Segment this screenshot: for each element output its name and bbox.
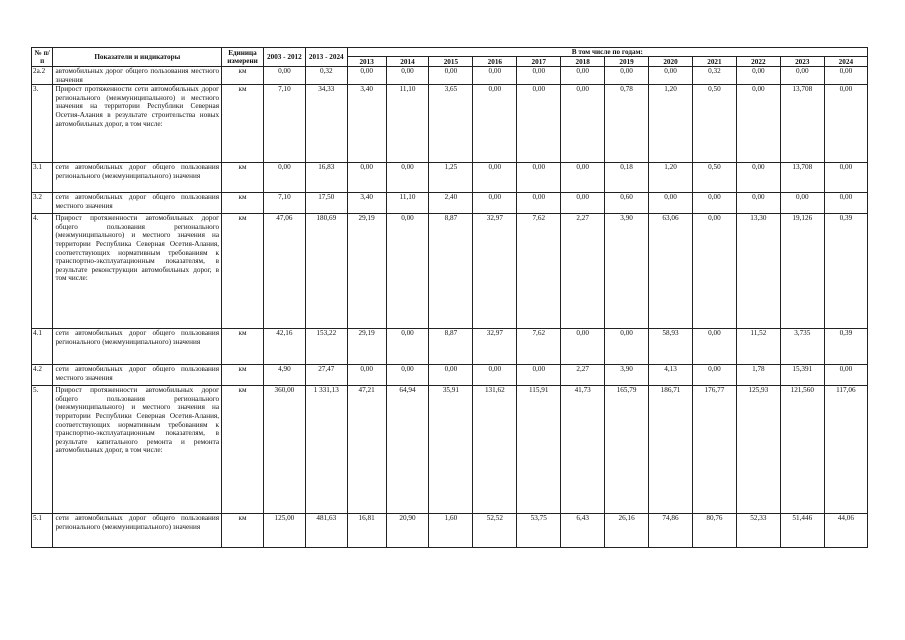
year-value-cell: 3,40 [347, 85, 386, 163]
year-value-cell: 0,00 [561, 329, 605, 365]
indicators-table [31, 47, 868, 548]
header-year: 2022 [736, 57, 780, 67]
year-value-cell: 0,00 [473, 85, 517, 163]
year-value-cell: 0,60 [605, 193, 649, 214]
year-value-cell: 0,50 [692, 85, 736, 163]
unit-cell: км [222, 85, 264, 163]
table-row [32, 386, 868, 514]
year-value-cell: 13,708 [780, 85, 824, 163]
year-value-cell: 29,19 [347, 329, 386, 365]
year-value-cell: 131,62 [473, 386, 517, 514]
unit-cell: км [222, 193, 264, 214]
year-value-cell: 3,40 [347, 193, 386, 214]
year-value-cell: 51,446 [780, 514, 824, 548]
indicator-name: сети автомобильных дорог общего пользования местного значения [53, 365, 222, 386]
year-value-cell: 0,00 [517, 67, 561, 85]
year-value-cell: 8,87 [429, 329, 473, 365]
year-value-cell: 165,79 [605, 386, 649, 514]
year-value-cell: 125,93 [736, 386, 780, 514]
year-value-cell: 6,43 [561, 514, 605, 548]
year-value-cell: 2,27 [561, 214, 605, 329]
year-value-cell: 2,27 [561, 365, 605, 386]
year-value-cell: 117,06 [824, 386, 867, 514]
header-year: 2023 [780, 57, 824, 67]
table-row [32, 514, 868, 548]
indicator-name: сети автомобильных дорог общего пользования регионального (межмуниципального) значения [53, 329, 222, 365]
row-index: 5.1 [32, 514, 53, 548]
year-value-cell: 0,00 [386, 329, 429, 365]
year-value-cell: 0,00 [692, 193, 736, 214]
year-value-cell: 0,50 [692, 163, 736, 193]
year-value-cell: 0,00 [692, 214, 736, 329]
year-value-cell: 52,52 [473, 514, 517, 548]
year-value-cell: 13,30 [736, 214, 780, 329]
year-value-cell: 0,00 [649, 193, 693, 214]
year-value-cell: 0,00 [517, 193, 561, 214]
header-year: 2017 [517, 57, 561, 67]
header-year: 2019 [605, 57, 649, 67]
year-value-cell: 16,81 [347, 514, 386, 548]
unit-cell: км [222, 163, 264, 193]
year-value-cell: 52,33 [736, 514, 780, 548]
year-value-cell: 3,90 [605, 214, 649, 329]
year-value-cell: 13,708 [780, 163, 824, 193]
year-value-cell: 0,00 [561, 67, 605, 85]
year-value-cell: 0,00 [347, 365, 386, 386]
unit-cell: км [222, 67, 264, 85]
year-value-cell: 11,10 [386, 193, 429, 214]
header-year: 2013 [347, 57, 386, 67]
year-value-cell: 47,21 [347, 386, 386, 514]
row-index: 3.1 [32, 163, 53, 193]
period-2013-2024-cell: 0,32 [305, 67, 347, 85]
period-2013-2024-cell: 180,69 [305, 214, 347, 329]
row-index: 3.2 [32, 193, 53, 214]
row-index: 4.1 [32, 329, 53, 365]
year-value-cell: 1,20 [649, 163, 693, 193]
period-2013-2024-cell: 153,22 [305, 329, 347, 365]
header-year: 2024 [824, 57, 867, 67]
year-value-cell: 0,00 [824, 193, 867, 214]
year-value-cell: 44,06 [824, 514, 867, 548]
header-year: 2018 [561, 57, 605, 67]
period-2013-2024-cell: 16,83 [305, 163, 347, 193]
year-value-cell: 0,00 [386, 67, 429, 85]
year-value-cell: 176,77 [692, 386, 736, 514]
header-period-2003-2012: 2003 - 2012 [263, 48, 305, 67]
period-2003-2012-cell: 7,10 [263, 85, 305, 163]
year-value-cell: 0,00 [561, 85, 605, 163]
year-value-cell: 0,32 [692, 67, 736, 85]
header-year: 2020 [649, 57, 693, 67]
year-value-cell: 0,00 [347, 163, 386, 193]
year-value-cell: 74,86 [649, 514, 693, 548]
year-value-cell: 32,97 [473, 329, 517, 365]
table-row [32, 193, 868, 214]
header-year: 2021 [692, 57, 736, 67]
year-value-cell: 64,94 [386, 386, 429, 514]
year-value-cell: 0,00 [517, 163, 561, 193]
unit-cell: км [222, 365, 264, 386]
year-value-cell: 0,00 [780, 193, 824, 214]
year-value-cell: 0,00 [517, 85, 561, 163]
year-value-cell: 11,10 [386, 85, 429, 163]
year-value-cell: 0,00 [605, 329, 649, 365]
document-sheet [31, 47, 868, 548]
year-value-cell: 11,52 [736, 329, 780, 365]
period-2003-2012-cell: 0,00 [263, 163, 305, 193]
table-row [32, 163, 868, 193]
period-2013-2024-cell: 481,63 [305, 514, 347, 548]
year-value-cell: 0,18 [605, 163, 649, 193]
unit-cell: км [222, 386, 264, 514]
indicator-name: сети автомобильных дорог общего пользования местного значения [53, 193, 222, 214]
unit-cell: км [222, 514, 264, 548]
year-value-cell: 3,735 [780, 329, 824, 365]
year-value-cell: 0,00 [824, 85, 867, 163]
year-value-cell: 29,19 [347, 214, 386, 329]
indicator-name: Прирост протяженности автомобильных дорог общего пользования регионального (межмуниципального) и местного значения на территории Республики Северная Осетия-Алания, соответствующих нормативным требованиям к транспортно-эксплуатационным показателям, в результате капитального ремонта и ремонта автомобильных дорог, в том числе: [53, 386, 222, 514]
indicator-name: автомобильных дорог общего пользования местного значения [53, 67, 222, 85]
year-value-cell: 0,00 [517, 365, 561, 386]
period-2003-2012-cell: 0,00 [263, 67, 305, 85]
year-value-cell: 0,00 [473, 67, 517, 85]
row-index: 2а.2 [32, 67, 53, 85]
period-2003-2012-cell: 4,90 [263, 365, 305, 386]
year-value-cell: 0,00 [429, 67, 473, 85]
year-value-cell: 20,90 [386, 514, 429, 548]
table-row [32, 329, 868, 365]
year-value-cell: 0,00 [473, 193, 517, 214]
year-value-cell: 0,00 [649, 67, 693, 85]
row-index: 5. [32, 386, 53, 514]
year-value-cell: 0,00 [473, 163, 517, 193]
period-2003-2012-cell: 360,00 [263, 386, 305, 514]
year-value-cell: 0,00 [780, 67, 824, 85]
period-2013-2024-cell: 34,33 [305, 85, 347, 163]
year-value-cell: 15,391 [780, 365, 824, 386]
year-value-cell: 186,71 [649, 386, 693, 514]
period-2013-2024-cell: 27,47 [305, 365, 347, 386]
year-value-cell: 1,20 [649, 85, 693, 163]
year-value-cell: 0,00 [736, 67, 780, 85]
year-value-cell: 0,00 [736, 85, 780, 163]
table-row [32, 365, 868, 386]
indicator-name: сети автомобильных дорог общего пользования регионального (межмуниципального) значения [53, 514, 222, 548]
table-header [32, 48, 868, 67]
unit-cell: км [222, 329, 264, 365]
year-value-cell: 0,00 [429, 365, 473, 386]
unit-cell: км [222, 214, 264, 329]
year-value-cell: 0,00 [736, 193, 780, 214]
year-value-cell: 80,76 [692, 514, 736, 548]
year-value-cell: 0,00 [347, 67, 386, 85]
year-value-cell: 32,97 [473, 214, 517, 329]
table-row [32, 214, 868, 329]
year-value-cell: 0,78 [605, 85, 649, 163]
header-num: № п/п [32, 48, 53, 67]
indicator-name: Прирост протяженности автомобильных дорог общего пользования регионального (межмуниципального) и местного значения на территории Республика Северная Осетия-Алания, соответствующих нормативным требованиям к транспортно-эксплуатационным показателям, в результате реконструкции автомобильных дорог, в том числе: [53, 214, 222, 329]
year-value-cell: 121,560 [780, 386, 824, 514]
period-2003-2012-cell: 42,16 [263, 329, 305, 365]
period-2003-2012-cell: 7,10 [263, 193, 305, 214]
row-index: 3. [32, 85, 53, 163]
header-year: 2015 [429, 57, 473, 67]
year-value-cell: 0,00 [824, 163, 867, 193]
row-index: 4. [32, 214, 53, 329]
year-value-cell: 7,62 [517, 329, 561, 365]
year-value-cell: 0,00 [605, 67, 649, 85]
year-value-cell: 0,00 [386, 214, 429, 329]
indicator-name: Прирост протяженности сети автомобильных дорог регионального (межмуниципального) и местного значения на территории Республики Северная Осетия-Алания в результате строительства новых автомобильных дорог, в том числе: [53, 85, 222, 163]
table-body [32, 67, 868, 548]
period-2003-2012-cell: 125,00 [263, 514, 305, 548]
period-2013-2024-cell: 17,50 [305, 193, 347, 214]
year-value-cell: 0,39 [824, 329, 867, 365]
year-value-cell: 53,75 [517, 514, 561, 548]
year-value-cell: 63,06 [649, 214, 693, 329]
period-2003-2012-cell: 47,06 [263, 214, 305, 329]
year-value-cell: 8,87 [429, 214, 473, 329]
year-value-cell: 0,00 [386, 163, 429, 193]
header-by-year: В том числе по годам: [347, 48, 867, 57]
header-period-2013-2024: 2013 - 2024 [305, 48, 347, 67]
year-value-cell: 4,13 [649, 365, 693, 386]
year-value-cell: 0,00 [386, 365, 429, 386]
header-unit: Единица измерени [222, 48, 264, 67]
year-value-cell: 2,40 [429, 193, 473, 214]
header-year: 2014 [386, 57, 429, 67]
year-value-cell: 0,00 [692, 329, 736, 365]
year-value-cell: 0,39 [824, 214, 867, 329]
period-2013-2024-cell: 1 331,13 [305, 386, 347, 514]
year-value-cell: 1,25 [429, 163, 473, 193]
header-name: Показатели и индикаторы [53, 48, 222, 67]
year-value-cell: 0,00 [561, 193, 605, 214]
indicator-name: сети автомобильных дорог общего пользования регионального (межмуниципального) значения [53, 163, 222, 193]
header-year: 2016 [473, 57, 517, 67]
year-value-cell: 26,16 [605, 514, 649, 548]
year-value-cell: 3,90 [605, 365, 649, 386]
row-index: 4.2 [32, 365, 53, 386]
year-value-cell: 35,91 [429, 386, 473, 514]
year-value-cell: 41,73 [561, 386, 605, 514]
year-value-cell: 3,65 [429, 85, 473, 163]
table-row [32, 67, 868, 85]
year-value-cell: 0,00 [473, 365, 517, 386]
table-row [32, 85, 868, 163]
year-value-cell: 0,00 [692, 365, 736, 386]
year-value-cell: 0,00 [561, 163, 605, 193]
year-value-cell: 19,126 [780, 214, 824, 329]
year-value-cell: 1,60 [429, 514, 473, 548]
year-value-cell: 0,00 [824, 365, 867, 386]
year-value-cell: 7,62 [517, 214, 561, 329]
year-value-cell: 0,00 [824, 67, 867, 85]
year-value-cell: 58,93 [649, 329, 693, 365]
year-value-cell: 0,00 [736, 163, 780, 193]
year-value-cell: 1,78 [736, 365, 780, 386]
year-value-cell: 115,91 [517, 386, 561, 514]
